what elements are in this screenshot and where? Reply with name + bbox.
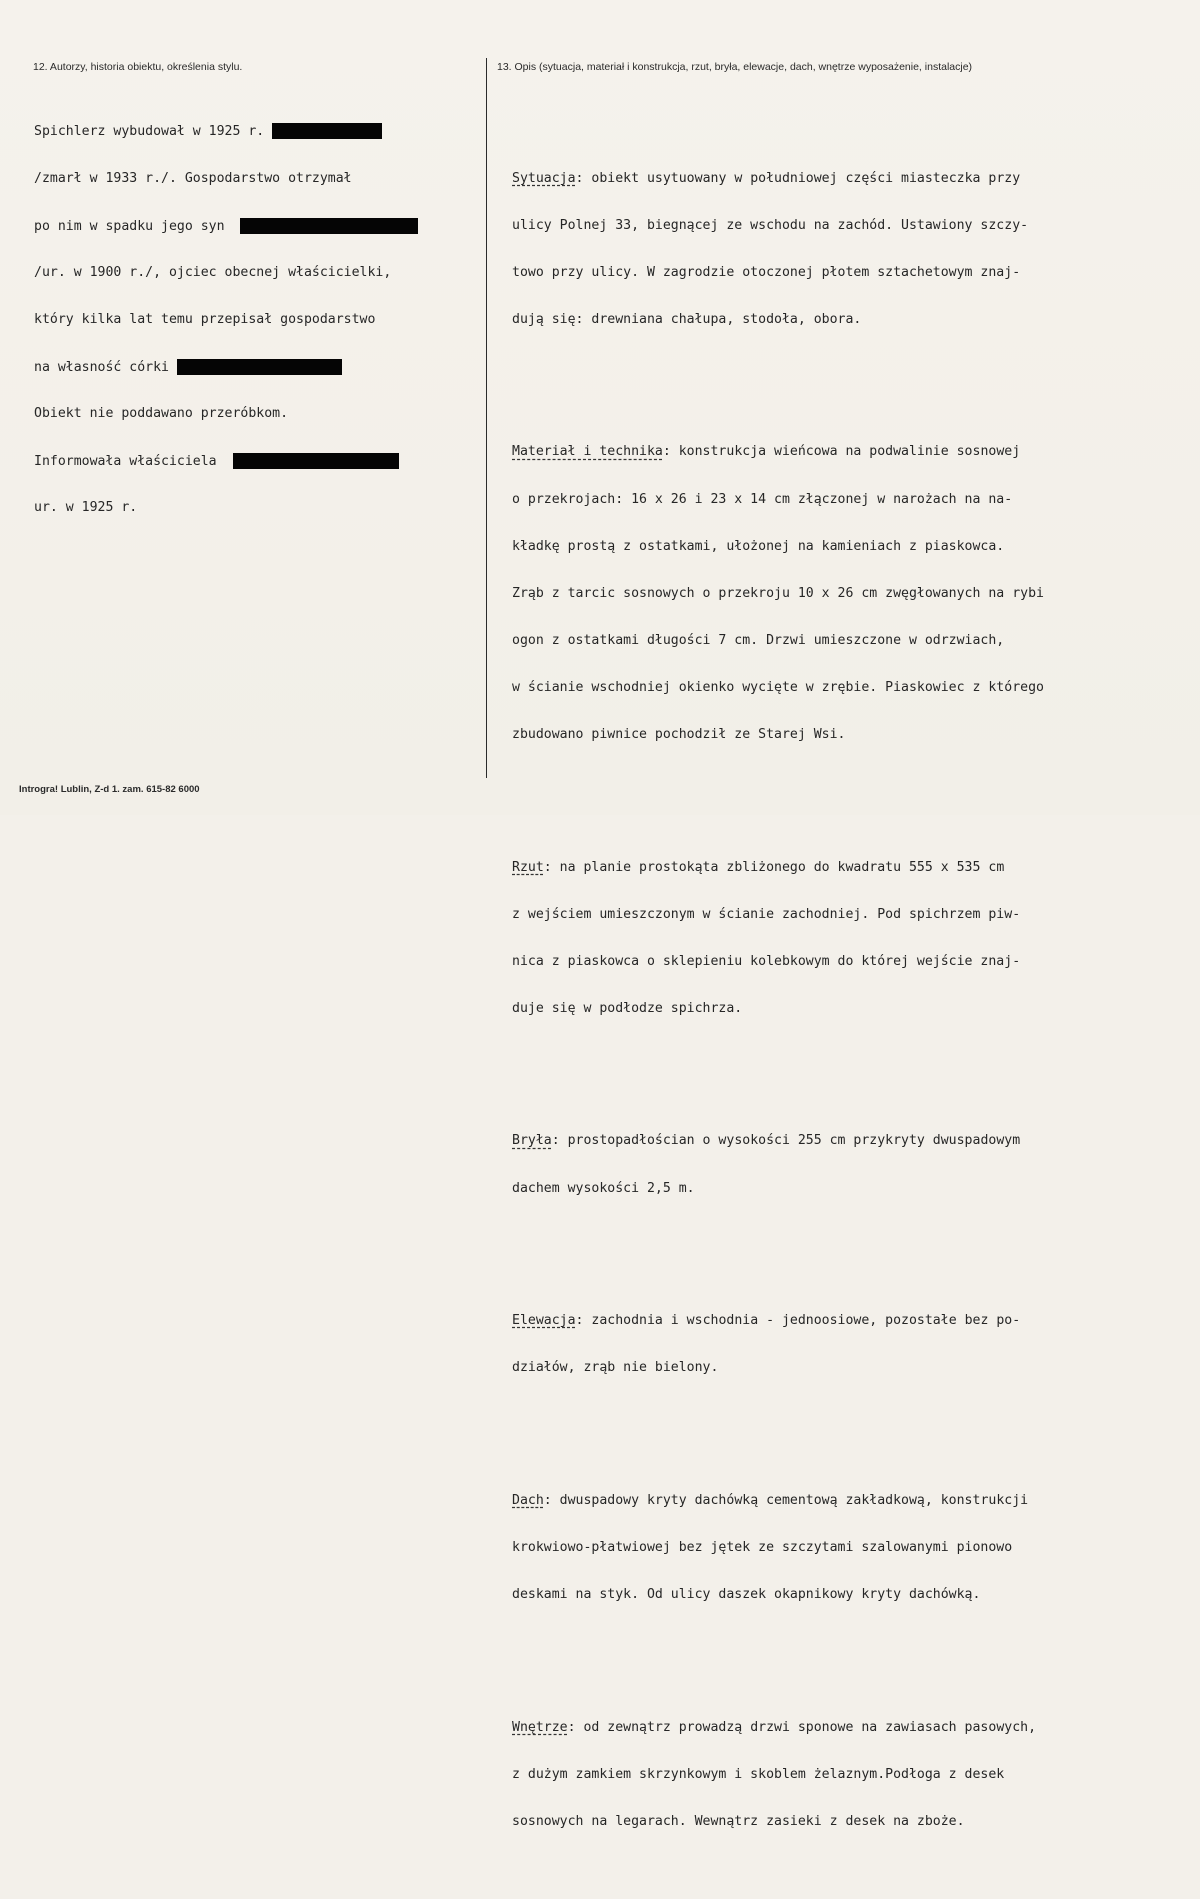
section-13-heading: 13. Opis (sytuacja, materiał i konstrukcja, rzut, bryła, elewacje, dach, wnętrze wyposażenie, instalacje) (497, 61, 973, 73)
history-line-9: ur. w 1925 r. (34, 500, 138, 516)
redaction-block (272, 123, 382, 139)
material-label: Materiał i technika (512, 444, 663, 460)
column-divider (486, 58, 487, 778)
situation-label: Sytuacja (512, 170, 576, 186)
plan-paragraph: Rzut: na planie prostokąta zbliżonego do kwadratu 555 x 535 cm z wejściem umieszczonym w ścianie zachodniej. Pod spichrzem piw- nica z piaskowca o sklepieniu kolebkowym do której wejście znaj- duje się w podłodze spichrza. (512, 859, 1021, 1016)
elevation-paragraph: Elewacja: zachodnia i wschodnia - jednoosiowe, pozostałe bez po- działów, zrąb nie bielony. (512, 1313, 1021, 1376)
mass-label: Bryła (512, 1133, 552, 1149)
plan-label: Rzut (512, 859, 544, 875)
printer-footer: Introgra! Lublin, Z-d 1. zam. 615-82 6000 (19, 784, 200, 795)
material-paragraph: Materiał i technika: konstrukcja wieńcowa na podwalinie sosnowej o przekrojach: 16 x 26 i 23 x 14 cm złączonej w narożach na na- kładkę prostą z ostatkami, ułożonej na kamieniach z piaskowca. Zrąb z tarcic sosnowych o przekroju 10 x 26 cm zwęgłowanych na rybi ogon z ostatkami długości 7 cm. Drzwi umieszczone w odrzwiach, w ścianie wschodniej okienko wycięte w zrębie. Piaskowiec z którego zbudowano piwnice pochodził ze Starej Wsi. (512, 444, 1044, 742)
elevation-label: Elewacja (512, 1313, 576, 1329)
redaction-block (240, 218, 418, 234)
redaction-block (177, 359, 342, 375)
history-line-8: Informowała właściciela (34, 454, 217, 470)
roof-paragraph: Dach: dwuspadowy kryty dachówką cementową zakładkową, konstrukcji krokwiowo-płatwiowej bez jętek ze szczytami szalowanymi pionowo deskami na styk. Od ulicy daszek okapnikowy kryty dachówką. (512, 1492, 1029, 1603)
history-line-2: /zmarł w 1933 r./. Gospodarstwo otrzymał (34, 170, 352, 186)
history-line-1: Spichlerz wybudował w 1925 r. (34, 124, 265, 140)
description-text (512, 92, 1192, 1899)
roof-label: Dach (512, 1492, 544, 1508)
interior-label: Wnętrze (512, 1719, 568, 1735)
history-line-6: na własność córki (34, 359, 169, 375)
history-text (34, 92, 484, 547)
history-line-5: który kilka lat temu przepisał gospodarstwo (34, 311, 376, 327)
section-12-heading: 12. Autorzy, historia obiektu, określenia stylu. (33, 61, 243, 73)
history-line-4: /ur. w 1900 r./, ojciec obecnej właścicielki, (34, 264, 392, 280)
mass-paragraph: Bryła: prostopadłościan o wysokości 255 cm przykryty dwuspadowym dachem wysokości 2,5 m. (512, 1133, 1021, 1196)
history-line-7: Obiekt nie poddawano przeróbkom. (34, 405, 289, 421)
history-line-3: po nim w spadku jego syn (34, 218, 225, 234)
interior-paragraph: Wnętrze: od zewnątrz prowadzą drzwi sponowe na zawiasach pasowych, z dużym zamkiem skrzynkowym i skoblem żelaznym.Podłoga z desek sosnowych na legarach. Wewnątrz zasieki z desek na zboże. (512, 1719, 1037, 1829)
situation-paragraph: Sytuacja: obiekt usytuowany w południowej części miasteczka przy ulicy Polnej 33, biegnącej ze wschodu na zachód. Ustawiony szczy- towo przy ulicy. W zagrodzie otoczonej płotem sztachetowym znaj- dują się: drewniana chałupa, stodoła, obora. (512, 170, 1029, 327)
redaction-block (233, 453, 399, 469)
